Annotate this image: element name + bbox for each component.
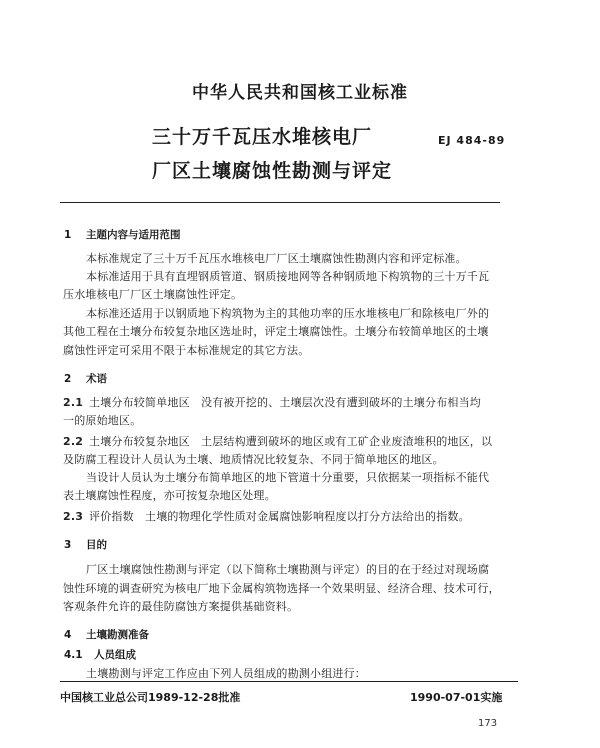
paragraph: 厂区土壤腐蚀性勘测与评定（以下简称土壤勘测与评定）的目的在于经过对现场腐 <box>86 563 490 576</box>
subsection-4-1-heading <box>64 647 136 662</box>
term-number: 2.1 <box>63 396 84 409</box>
section-1-title: 主题内容与适用范围 <box>86 229 181 241</box>
paragraph: 本标准还适用于以钢质地下构筑物为主的其他功率的压水堆核电厂和除核电厂外的 <box>86 307 490 320</box>
paragraph-continuation: 其他工程在土壤分布较复杂地区选址时，评定土壤腐蚀性。土壤分布较简单地区的土壤 <box>63 325 489 338</box>
section-4-heading <box>64 627 149 642</box>
effective-date: 1990-07-01实施 <box>410 691 503 704</box>
page-number: 173 <box>478 718 498 729</box>
title-line-2: 厂区土壤腐蚀性勘测与评定 <box>152 160 393 182</box>
paragraph-continuation: 一的原始地区。 <box>63 414 142 427</box>
section-4-title: 土壤勘测准备 <box>86 629 149 641</box>
paragraph-continuation: 腐蚀性评定可采用不限于本标准规定的其它方法。 <box>63 344 310 357</box>
header-divider <box>60 202 500 203</box>
footer-divider <box>60 681 518 682</box>
paragraph-continuation: 压水堆核电厂厂区土壤腐蚀性评定。 <box>63 288 243 301</box>
term-text: 评价指数 土壤的物理化学性质对金属腐蚀影响程度以打分方法给出的指数。 <box>89 510 470 523</box>
paragraph-continuation: 表土壤腐蚀性程度，亦可按复杂地区处理。 <box>63 489 276 502</box>
section-4-number: 4 <box>64 629 72 641</box>
standard-code: EJ 484-89 <box>438 134 506 147</box>
paragraph-continuation: 客观条件允许的最佳防腐蚀方案提供基础资料。 <box>63 600 299 613</box>
section-3-number: 3 <box>64 539 72 551</box>
section-2-title: 术语 <box>86 373 107 385</box>
term-text: 土壤分布较简单地区 没有被开挖的、土壤层次没有遭到破坏的土壤分布相当均 <box>89 396 481 409</box>
paragraph: 本标准适用于具有直埋钢质管道、钢质接地网等各种钢质地下构筑物的三十万千瓦 <box>86 270 490 283</box>
term-2-3 <box>63 508 470 524</box>
paragraph-continuation: 蚀性环境的调查研究为核电厂地下金属构筑物选择一个效果明显、经济合理、技术可行， <box>63 582 500 595</box>
term-2-2 <box>63 433 492 449</box>
subsection-number: 4.1 <box>64 649 83 661</box>
term-text: 土壤分布较复杂地区 土层结构遭到破坏的地区或有工矿企业废渣堆积的地区，以 <box>89 435 493 448</box>
title-line-1: 三十万千瓦压水堆核电厂 <box>152 126 373 148</box>
term-2-1 <box>63 394 481 410</box>
standard-organization: 中华人民共和国核工业标准 <box>192 83 408 103</box>
term-number: 2.2 <box>63 435 84 448</box>
section-1-number: 1 <box>64 229 72 241</box>
section-2-number: 2 <box>64 373 72 385</box>
subsection-title: 人员组成 <box>94 649 136 661</box>
approval-date: 中国核工业总公司1989-12-28批准 <box>60 691 241 704</box>
section-3-heading <box>64 537 107 552</box>
paragraph-continuation: 及防腐工程设计人员认为土壤、地质情况比较复杂、不同于简单地区的地区。 <box>63 453 444 466</box>
term-number: 2.3 <box>63 510 84 523</box>
section-3-title: 目的 <box>86 539 107 551</box>
section-1-heading <box>64 227 181 242</box>
paragraph: 本标准规定了三十万千瓦压水堆核电厂厂区土壤腐蚀性勘测内容和评定标准。 <box>86 252 467 265</box>
section-2-heading <box>64 371 107 386</box>
paragraph: 土壤勘测与评定工作应由下列人员组成的勘测小组进行： <box>86 667 366 680</box>
paragraph: 当设计人员认为土壤分布简单地区的地下管道十分重要，只依据某一项指标不能代 <box>86 471 490 484</box>
